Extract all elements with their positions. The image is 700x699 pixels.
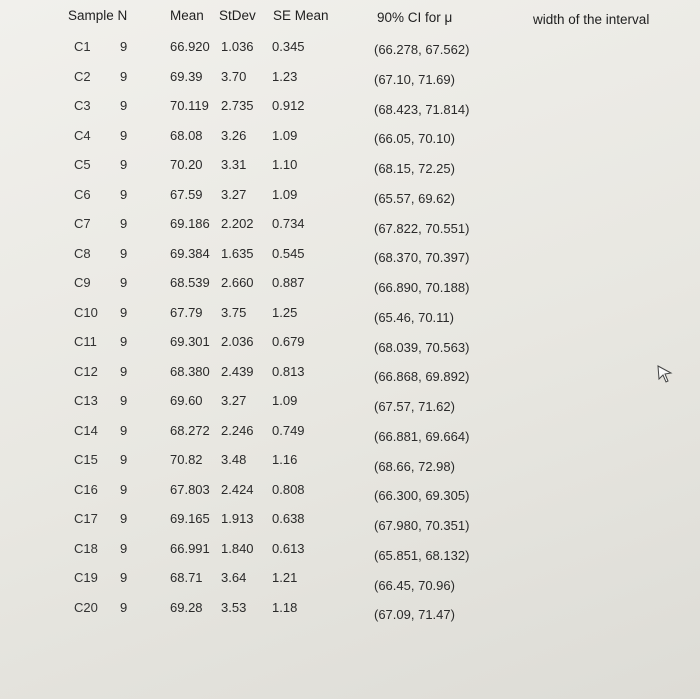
sample-size: 9 (120, 216, 128, 231)
mean-value: 68.08 (170, 127, 203, 143)
ci-value: (67.10, 71.69) (374, 71, 455, 87)
stdev-value: 3.26 (221, 127, 247, 143)
mean-value: 69.384 (170, 245, 210, 261)
mean-value: 68.539 (170, 275, 210, 290)
stdev-value: 2.660 (221, 275, 254, 290)
sample-label: C9 (74, 275, 91, 290)
sample-label: C20 (74, 599, 98, 615)
mean-value: 67.803 (170, 481, 210, 497)
ci-value: (66.868, 69.892) (374, 369, 470, 385)
ci-value: (67.980, 70.351) (374, 518, 470, 533)
se-mean-value: 1.16 (272, 452, 298, 467)
sample-label: C1 (74, 39, 91, 54)
se-mean-value: 0.638 (272, 511, 305, 526)
stdev-value: 3.31 (221, 157, 247, 172)
ci-value: (68.039, 70.563) (374, 339, 470, 355)
mean-value: 70.20 (170, 157, 203, 172)
stdev-value: 3.64 (221, 570, 247, 585)
sample-size: 9 (120, 157, 128, 172)
mean-value: 67.79 (170, 304, 203, 320)
sample-size: 9 (120, 245, 128, 261)
ci-value: (68.66, 72.98) (374, 458, 455, 474)
sample-size: 9 (120, 275, 128, 290)
sample-label: C10 (74, 304, 98, 320)
sample-size: 9 (120, 334, 128, 349)
mean-value: 68.272 (170, 422, 210, 438)
mean-value: 68.71 (170, 570, 203, 585)
ci-value: (67.09, 71.47) (374, 607, 455, 623)
header-se-mean: SE Mean (273, 8, 329, 23)
se-mean-value: 0.679 (272, 334, 305, 349)
mean-value: 69.186 (170, 216, 210, 231)
sample-size: 9 (120, 186, 128, 202)
ci-value: (67.57, 71.62) (374, 399, 455, 414)
mean-value: 66.991 (170, 540, 210, 556)
mouse-pointer-icon (656, 364, 674, 384)
mean-value: 68.380 (170, 363, 210, 379)
sample-label: C6 (74, 186, 91, 202)
sample-label: C13 (74, 393, 98, 408)
se-mean-value: 0.887 (272, 275, 305, 290)
header-ci: 90% CI for μ (377, 10, 453, 25)
stdev-value: 1.840 (221, 540, 254, 556)
stdev-value: 2.735 (221, 98, 254, 113)
mean-value: 69.301 (170, 334, 210, 349)
ci-value: (66.05, 70.10) (374, 131, 455, 147)
sample-label: C8 (74, 245, 91, 261)
se-mean-value: 1.25 (272, 304, 298, 320)
stdev-value: 2.246 (221, 422, 254, 438)
sample-label: C18 (74, 540, 98, 556)
ci-value: (65.851, 68.132) (374, 547, 470, 563)
sample-size: 9 (120, 540, 128, 556)
sample-size: 9 (120, 570, 128, 585)
sample-size: 9 (120, 422, 128, 438)
header-width-of-interval: width of the interval (533, 12, 650, 27)
stdev-value: 2.036 (221, 334, 254, 349)
se-mean-value: 1.09 (272, 393, 298, 408)
sample-size: 9 (120, 68, 128, 84)
ci-value: (68.370, 70.397) (374, 250, 470, 266)
mean-value: 69.39 (170, 68, 203, 84)
stdev-value: 3.48 (221, 452, 247, 467)
se-mean-value: 1.10 (272, 157, 298, 172)
mean-value: 70.119 (170, 98, 209, 113)
stdev-value: 1.635 (221, 245, 254, 261)
stdev-value: 3.27 (221, 393, 247, 408)
se-mean-value: 0.734 (272, 216, 305, 231)
se-mean-value: 1.18 (272, 599, 298, 615)
header-mean: Mean (170, 8, 204, 23)
ci-value: (67.822, 70.551) (374, 220, 470, 236)
se-mean-value: 1.23 (272, 68, 298, 84)
sample-size: 9 (120, 599, 128, 615)
mean-value: 66.920 (170, 39, 210, 54)
sample-label: C12 (74, 363, 98, 379)
stdev-value: 3.75 (221, 304, 247, 320)
stdev-value: 1.913 (221, 511, 254, 526)
ci-value: (68.423, 71.814) (374, 101, 470, 117)
sample-label: C7 (74, 216, 91, 231)
sample-label: C5 (74, 157, 91, 172)
stdev-value: 3.70 (221, 68, 247, 84)
sample-label: C14 (74, 422, 98, 438)
mean-value: 69.60 (170, 393, 203, 408)
se-mean-value: 0.613 (272, 540, 305, 556)
sample-label: C3 (74, 98, 91, 113)
stdev-value: 3.53 (221, 599, 247, 615)
sample-size: 9 (120, 481, 128, 497)
ci-value: (65.57, 69.62) (374, 190, 455, 206)
stdev-value: 3.27 (221, 186, 247, 202)
sample-size: 9 (120, 304, 128, 320)
sample-label: C15 (74, 452, 98, 467)
se-mean-value: 0.912 (272, 98, 305, 113)
ci-value: (66.890, 70.188) (374, 280, 470, 295)
ci-value: (66.278, 67.562) (374, 42, 470, 57)
header-stdev: StDev (219, 8, 256, 23)
header-sample-n: Sample N (68, 8, 128, 23)
se-mean-value: 0.808 (272, 481, 305, 497)
mean-value: 67.59 (170, 186, 203, 202)
sample-label: C17 (74, 511, 98, 526)
mean-value: 69.28 (170, 599, 203, 615)
sample-size: 9 (120, 98, 128, 113)
ci-value: (66.45, 70.96) (374, 577, 455, 593)
sample-label: C2 (74, 68, 91, 84)
se-mean-value: 0.813 (272, 363, 305, 379)
stdev-value: 2.424 (221, 481, 254, 497)
se-mean-value: 1.21 (272, 570, 298, 585)
sample-label: C19 (74, 570, 98, 585)
ci-value: (66.300, 69.305) (374, 488, 470, 504)
se-mean-value: 0.545 (272, 245, 305, 261)
se-mean-value: 0.345 (272, 39, 305, 54)
stdev-value: 2.202 (221, 216, 254, 231)
ci-value: (65.46, 70.11) (374, 309, 454, 325)
mean-value: 69.165 (170, 511, 210, 526)
se-mean-value: 1.09 (272, 186, 298, 202)
sample-size: 9 (120, 363, 128, 379)
sample-size: 9 (120, 127, 128, 143)
ci-value: (66.881, 69.664) (374, 428, 470, 444)
stdev-value: 1.036 (221, 39, 254, 54)
sample-size: 9 (120, 39, 128, 54)
sample-label: C4 (74, 127, 91, 143)
se-mean-value: 1.09 (272, 127, 298, 143)
sample-size: 9 (120, 511, 128, 526)
se-mean-value: 0.749 (272, 422, 305, 438)
sample-size: 9 (120, 393, 128, 408)
sample-label: C16 (74, 481, 98, 497)
sample-size: 9 (120, 452, 128, 467)
mean-value: 70.82 (170, 452, 203, 467)
stdev-value: 2.439 (221, 363, 254, 379)
ci-value: (68.15, 72.25) (374, 161, 455, 176)
sample-label: C11 (74, 334, 97, 349)
